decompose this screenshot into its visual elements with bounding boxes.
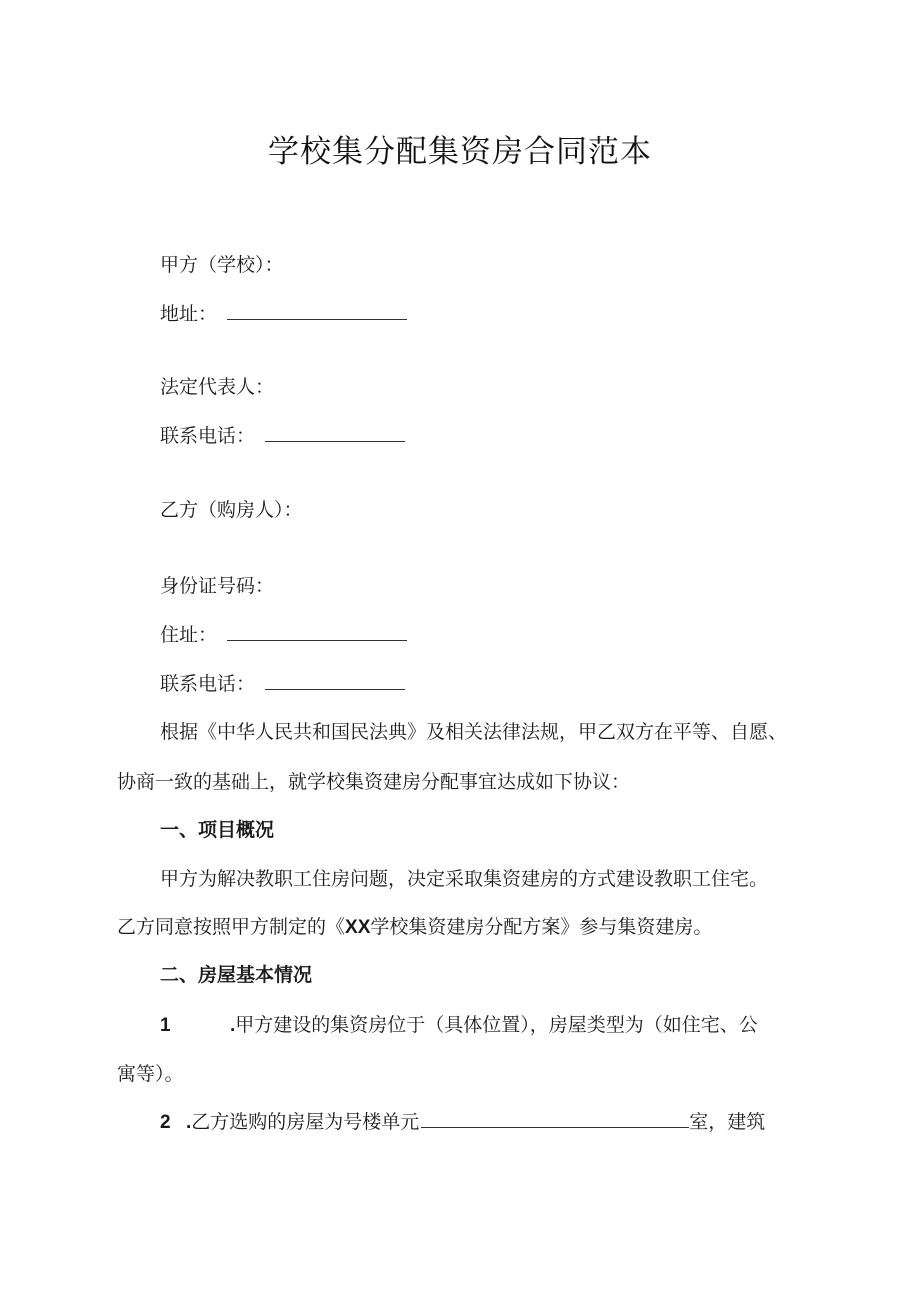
section-2-item-1-dot: . xyxy=(230,1015,236,1036)
document-title: 学校集分配集资房合同范本 xyxy=(268,134,652,170)
section-1-line-2 xyxy=(117,914,712,941)
section-2-item-2 xyxy=(160,1109,765,1136)
party-a-phone-row xyxy=(160,423,405,449)
party-b-address-blank[interactable] xyxy=(227,622,407,641)
party-a-phone-label: 联系电话： xyxy=(160,425,256,447)
section-2-item-1-text: 甲方建设的集资房位于（具体位置），房屋类型为（如住宅、公 xyxy=(235,1014,758,1036)
party-b-phone-blank[interactable] xyxy=(265,671,405,690)
section-2-item-2-text: 乙方选购的房屋为号楼单元 xyxy=(191,1111,420,1133)
section-2-item-2-after: 室，建筑 xyxy=(689,1111,766,1133)
section-2-heading: 二、房屋基本情况 xyxy=(160,964,313,986)
section-1-line-2-suffix: 学校集资建房分配方案》参与集资建房。 xyxy=(370,916,713,938)
section-2-item-1-number: 1 xyxy=(160,1015,171,1036)
section-2-item-1-continued: 寓等）。 xyxy=(117,1063,184,1085)
party-b-label: 乙方（购房人）： xyxy=(160,499,303,521)
party-a-address-row xyxy=(160,301,407,327)
section-1-line-2-prefix: 乙方同意按照甲方制定的《 xyxy=(117,916,346,938)
party-a-address-blank[interactable] xyxy=(227,301,407,320)
section-2-item-2-room-blank[interactable] xyxy=(421,1109,689,1128)
section-2-item-2-number: 2 xyxy=(160,1112,171,1133)
party-b-address-label: 住址： xyxy=(160,624,218,646)
party-a-phone-blank[interactable] xyxy=(265,423,405,442)
party-a-legal-rep-label: 法定代表人： xyxy=(160,376,275,398)
section-1-line-2-placeholder: XX xyxy=(345,917,371,938)
party-b-id-label: 身份证号码： xyxy=(160,575,275,597)
party-a-address-label: 地址： xyxy=(160,303,218,325)
party-b-phone-label: 联系电话： xyxy=(160,673,256,695)
section-1-line-1: 甲方为解决教职工住房问题，决定采取集资建房的方式建设教职工住宅。 xyxy=(160,868,769,890)
section-2-item-1 xyxy=(160,1012,758,1039)
party-b-address-row xyxy=(160,622,407,648)
party-a-label: 甲方（学校）： xyxy=(160,254,284,276)
preamble-line-2: 协商一致的基础上，就学校集资建房分配事宜达成如下协议： xyxy=(117,771,631,793)
section-1-heading: 一、项目概况 xyxy=(160,819,275,841)
preamble-line-1: 根据《中华人民共和国民法典》及相关法律法规，甲乙双方在平等、自愿、 xyxy=(160,721,788,743)
party-b-phone-row xyxy=(160,671,405,697)
section-2-item-2-dot: . xyxy=(186,1112,192,1133)
